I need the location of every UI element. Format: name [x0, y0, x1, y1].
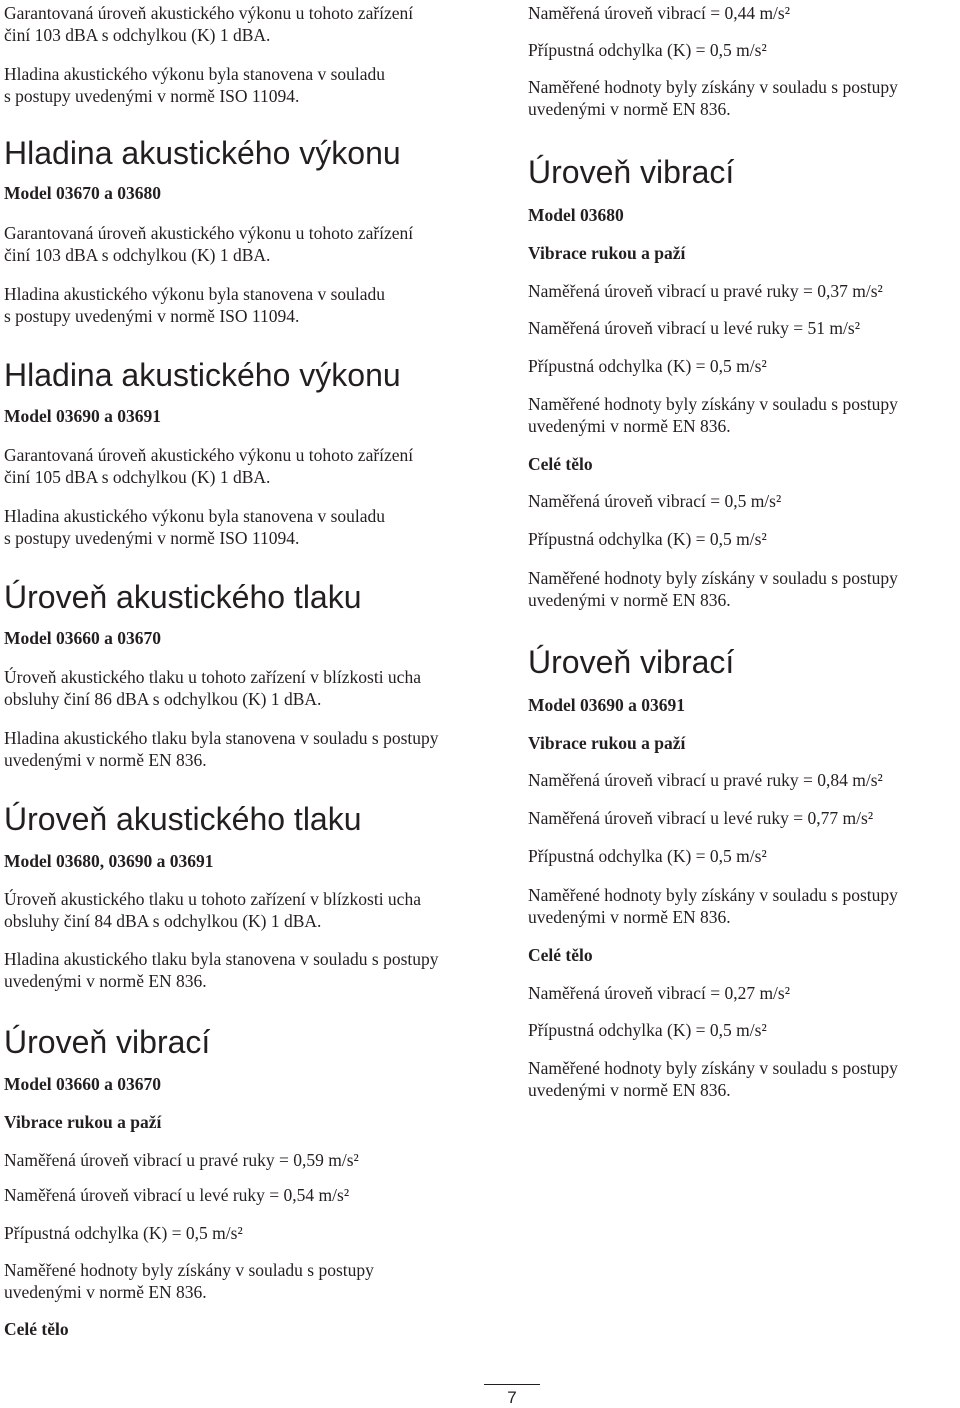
paragraph: Naměřená úroveň vibrací u levé ruky = 0,54 m/s² [4, 1185, 350, 1205]
section-heading: Úroveň akustického tlaku [4, 801, 362, 837]
paragraph: Naměřená úroveň vibrací u pravé ruky = 0,37 m/s² [528, 281, 883, 301]
paragraph: Přípustná odchylka (K) = 0,5 m/s² [4, 1223, 243, 1243]
paragraph: Naměřená úroveň vibrací u levé ruky = 0,77 m/s² [528, 808, 874, 828]
section-heading: Hladina akustického výkonu [4, 135, 401, 171]
paragraph: Naměřené hodnoty byly získány v souladu s postupy uvedenými v normě EN 836. [528, 1058, 898, 1100]
model-label: Model 03680, 03690 a 03691 [4, 851, 214, 871]
paragraph: Úroveň akustického tlaku u tohoto zařízení v blízkosti ucha obsluhy činí 86 dBA s odchylkou (K) 1 dBA. [4, 667, 421, 709]
paragraph: Garantovaná úroveň akustického výkonu u tohoto zařízení činí 105 dBA s odchylkou (K) 1 dBA. [4, 445, 414, 487]
paragraph: Naměřené hodnoty byly získány v souladu s postupy uvedenými v normě EN 836. [528, 394, 898, 436]
paragraph: Přípustná odchylka (K) = 0,5 m/s² [528, 1020, 767, 1040]
paragraph: Garantovaná úroveň akustického výkonu u tohoto zařízení činí 103 dBA s odchylkou (K) 1 dBA. [4, 3, 414, 45]
section-heading: Úroveň vibrací [528, 154, 735, 190]
paragraph: Přípustná odchylka (K) = 0,5 m/s² [528, 40, 767, 60]
section-heading: Úroveň vibrací [528, 644, 735, 680]
subheading: Celé tělo [4, 1319, 69, 1339]
paragraph: Přípustná odchylka (K) = 0,5 m/s² [528, 356, 767, 376]
paragraph: Garantovaná úroveň akustického výkonu u tohoto zařízení činí 103 dBA s odchylkou (K) 1 dBA. [4, 223, 414, 265]
paragraph: Naměřená úroveň vibrací = 0,5 m/s² [528, 491, 782, 511]
paragraph: Hladina akustického výkonu byla stanovena v souladu s postupy uvedenými v normě ISO 11094. [4, 64, 386, 106]
paragraph: Naměřené hodnoty byly získány v souladu s postupy uvedenými v normě EN 836. [528, 77, 898, 119]
paragraph: Naměřené hodnoty byly získány v souladu s postupy uvedenými v normě EN 836. [528, 885, 898, 927]
paragraph: Naměřená úroveň vibrací = 0,44 m/s² [528, 3, 790, 23]
section-heading: Úroveň akustického tlaku [4, 579, 362, 615]
paragraph: Naměřená úroveň vibrací u pravé ruky = 0,59 m/s² [4, 1150, 359, 1170]
paragraph: Přípustná odchylka (K) = 0,5 m/s² [528, 529, 767, 549]
subheading: Celé tělo [528, 945, 593, 965]
paragraph: Naměřené hodnoty byly získány v souladu s postupy uvedenými v normě EN 836. [4, 1260, 374, 1302]
subheading: Vibrace rukou a paží [528, 243, 686, 263]
paragraph: Přípustná odchylka (K) = 0,5 m/s² [528, 846, 767, 866]
paragraph: Naměřené hodnoty byly získány v souladu s postupy uvedenými v normě EN 836. [528, 568, 898, 610]
page-number: 7 [507, 1388, 517, 1407]
subheading: Celé tělo [528, 454, 593, 474]
paragraph: Hladina akustického výkonu byla stanovena v souladu s postupy uvedenými v normě ISO 11094. [4, 284, 386, 326]
subheading: Vibrace rukou a paží [528, 733, 686, 753]
paragraph: Hladina akustického výkonu byla stanovena v souladu s postupy uvedenými v normě ISO 11094. [4, 506, 386, 548]
paragraph: Hladina akustického tlaku byla stanovena v souladu s postupy uvedenými v normě EN 836. [4, 949, 439, 991]
section-heading: Úroveň vibrací [4, 1024, 211, 1060]
paragraph: Hladina akustického tlaku byla stanovena v souladu s postupy uvedenými v normě EN 836. [4, 728, 439, 770]
model-label: Model 03680 [528, 205, 624, 225]
paragraph: Naměřená úroveň vibrací u pravé ruky = 0,84 m/s² [528, 770, 883, 790]
paragraph: Naměřená úroveň vibrací = 0,27 m/s² [528, 983, 790, 1003]
model-label: Model 03660 a 03670 [4, 628, 162, 648]
subheading: Vibrace rukou a paží [4, 1112, 162, 1132]
footer-rule [484, 1384, 540, 1385]
model-label: Model 03660 a 03670 [4, 1074, 162, 1094]
paragraph: Naměřená úroveň vibrací u levé ruky = 51 m/s² [528, 318, 860, 338]
model-label: Model 03690 a 03691 [528, 695, 686, 715]
paragraph: Úroveň akustického tlaku u tohoto zařízení v blízkosti ucha obsluhy činí 84 dBA s odchylkou (K) 1 dBA. [4, 889, 421, 931]
model-label: Model 03690 a 03691 [4, 406, 162, 426]
section-heading: Hladina akustického výkonu [4, 357, 401, 393]
model-label: Model 03670 a 03680 [4, 183, 162, 203]
